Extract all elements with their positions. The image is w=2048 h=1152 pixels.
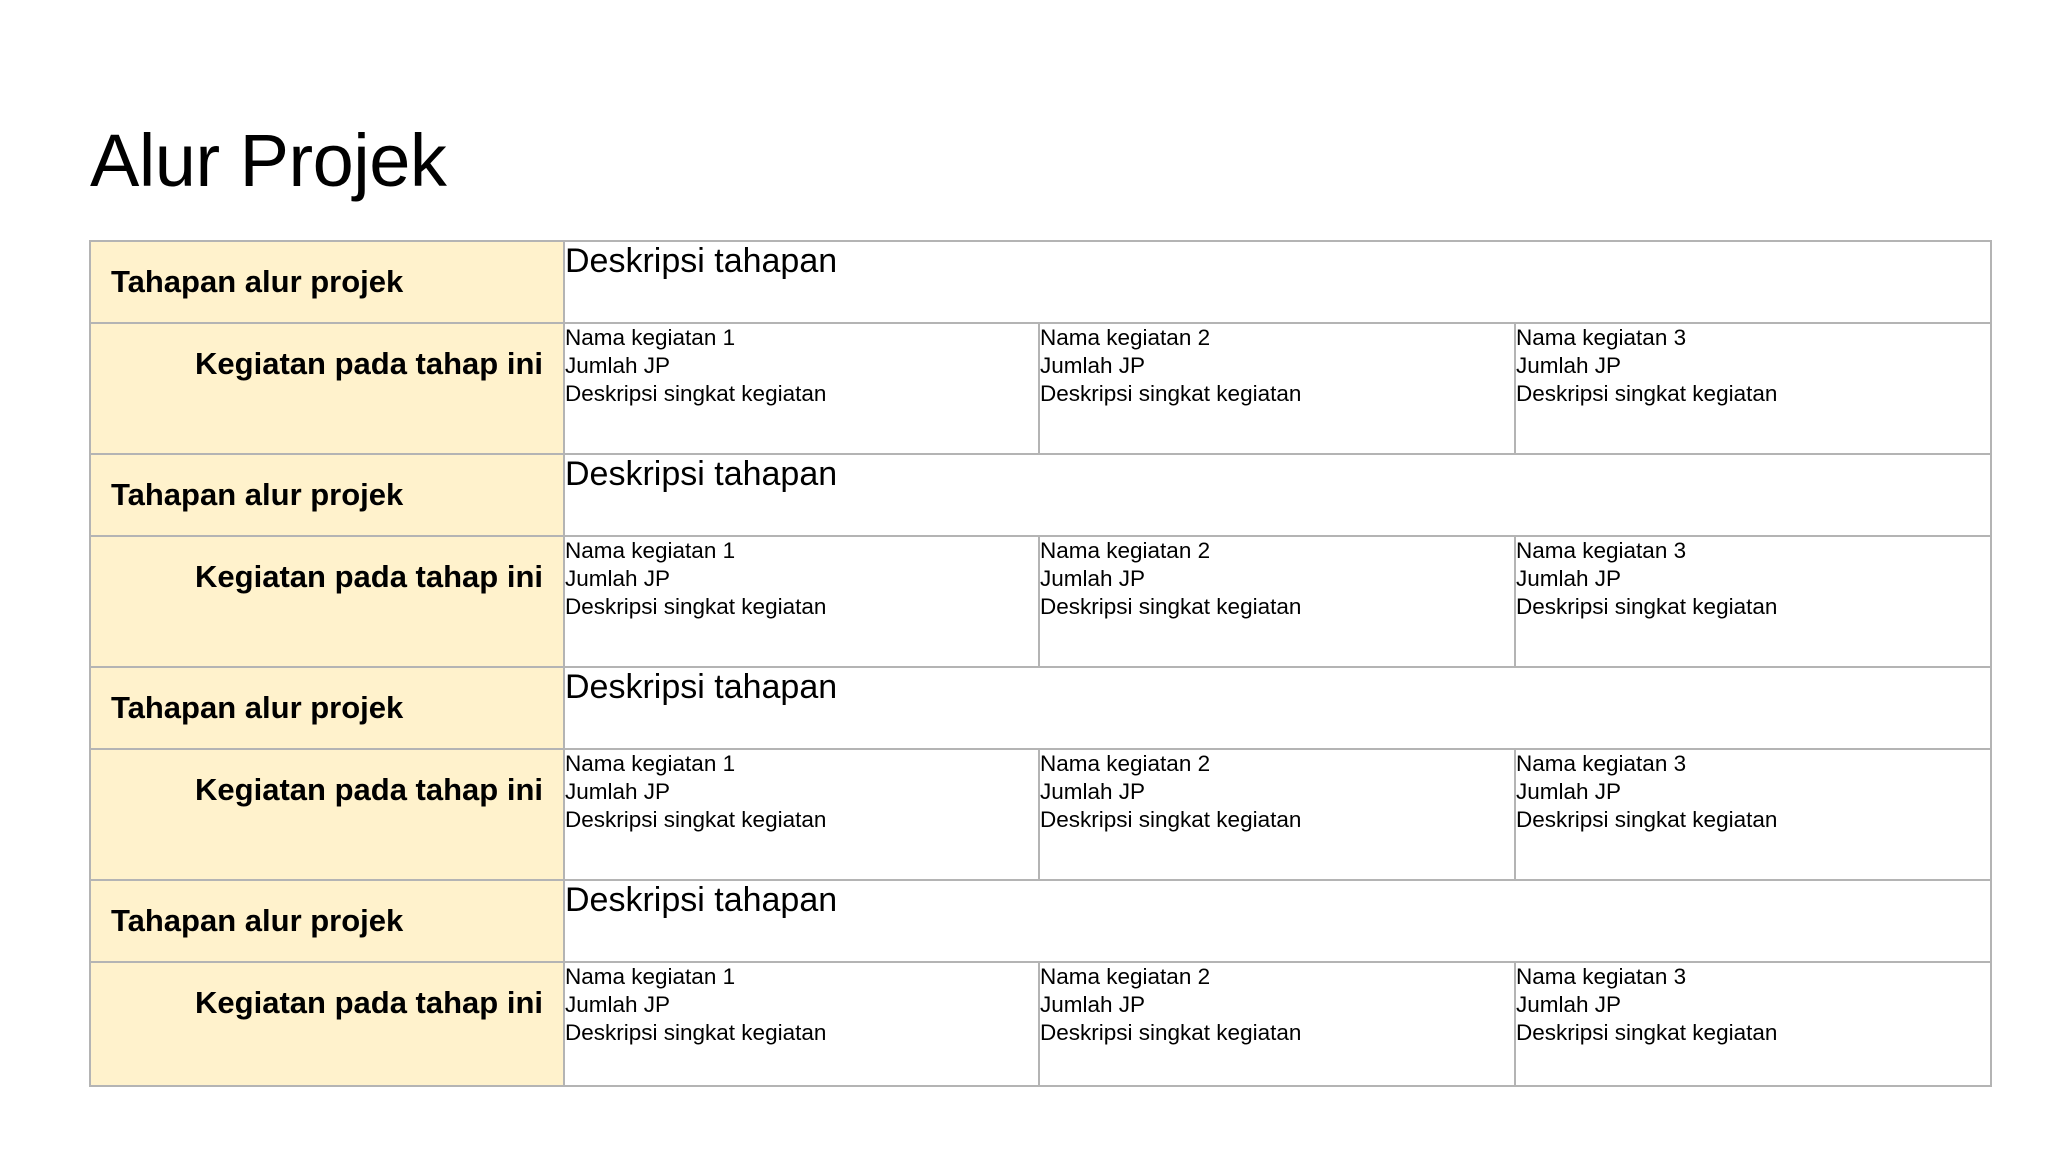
activity-hours: Jumlah JP (1516, 353, 1622, 378)
stage-description: Deskripsi tahapan (564, 880, 1991, 962)
activity-name: Nama kegiatan 3 (1516, 751, 1687, 776)
activity-name: Nama kegiatan 3 (1516, 325, 1687, 350)
stage-label-cell (90, 454, 564, 536)
activity-name: Nama kegiatan 1 (565, 538, 736, 563)
activity-hours: Jumlah JP (565, 566, 671, 591)
activity-hours: Jumlah JP (1516, 566, 1622, 591)
activity-cell (1039, 962, 1515, 1086)
stage-row (90, 241, 1991, 323)
activity-description: Deskripsi singkat kegiatan (1516, 1020, 1778, 1045)
page-title: Alur Projek (90, 119, 447, 202)
activity-name: Nama kegiatan 1 (565, 325, 736, 350)
activity-name: Nama kegiatan 2 (1040, 538, 1211, 563)
stage-row (90, 667, 1991, 749)
activity-cell (1515, 536, 1991, 667)
activity-hours: Jumlah JP (565, 353, 671, 378)
stage-label: Tahapan alur projek (111, 690, 404, 725)
activity-description: Deskripsi singkat kegiatan (1516, 594, 1778, 619)
activity-hours: Jumlah JP (1040, 779, 1146, 804)
stage-label: Tahapan alur projek (111, 903, 404, 938)
activity-cell (1515, 962, 1991, 1086)
activity-description: Deskripsi singkat kegiatan (1516, 381, 1778, 406)
stage-label-cell (90, 241, 564, 323)
activity-name: Nama kegiatan 2 (1040, 325, 1211, 350)
stage-description: Deskripsi tahapan (564, 454, 1991, 536)
activities-label-cell (90, 323, 564, 454)
activities-row (90, 323, 1991, 454)
activities-label: Kegiatan pada tahap ini (195, 559, 543, 594)
activity-hours: Jumlah JP (1040, 566, 1146, 591)
stage-label: Tahapan alur projek (111, 264, 404, 299)
activity-description: Deskripsi singkat kegiatan (565, 807, 827, 832)
activities-row (90, 536, 1991, 667)
activity-cell (564, 962, 1039, 1086)
stage-row (90, 880, 1991, 962)
activity-cell (564, 323, 1039, 454)
activity-name: Nama kegiatan 3 (1516, 538, 1687, 563)
stage-label-cell (90, 667, 564, 749)
activity-hours: Jumlah JP (1516, 992, 1622, 1017)
activity-name: Nama kegiatan 2 (1040, 751, 1211, 776)
activity-hours: Jumlah JP (565, 779, 671, 804)
activity-hours: Jumlah JP (565, 992, 671, 1017)
activity-description: Deskripsi singkat kegiatan (1040, 1020, 1302, 1045)
activity-cell (564, 536, 1039, 667)
stage-label-cell (90, 880, 564, 962)
stage-row (90, 454, 1991, 536)
activity-description: Deskripsi singkat kegiatan (565, 594, 827, 619)
activity-description: Deskripsi singkat kegiatan (1040, 381, 1302, 406)
activity-cell (1039, 323, 1515, 454)
activities-label-cell (90, 749, 564, 880)
activities-row (90, 749, 1991, 880)
stage-label: Tahapan alur projek (111, 477, 404, 512)
activity-name: Nama kegiatan 1 (565, 964, 736, 989)
activity-hours: Jumlah JP (1516, 779, 1622, 804)
activities-label-cell (90, 536, 564, 667)
activities-label-cell (90, 962, 564, 1086)
activity-hours: Jumlah JP (1040, 353, 1146, 378)
stage-description: Deskripsi tahapan (564, 241, 1991, 323)
activity-name: Nama kegiatan 1 (565, 751, 736, 776)
activity-hours: Jumlah JP (1040, 992, 1146, 1017)
activities-label: Kegiatan pada tahap ini (195, 346, 543, 381)
activity-cell (1039, 749, 1515, 880)
activities-label: Kegiatan pada tahap ini (195, 985, 543, 1020)
project-flow-table (89, 240, 1992, 1087)
activity-description: Deskripsi singkat kegiatan (565, 381, 827, 406)
stage-description: Deskripsi tahapan (564, 667, 1991, 749)
activity-cell (1039, 536, 1515, 667)
activities-label: Kegiatan pada tahap ini (195, 772, 543, 807)
activity-description: Deskripsi singkat kegiatan (1516, 807, 1778, 832)
activity-name: Nama kegiatan 3 (1516, 964, 1687, 989)
activities-row (90, 962, 1991, 1086)
activity-cell (1515, 749, 1991, 880)
activity-name: Nama kegiatan 2 (1040, 964, 1211, 989)
activity-cell (1515, 323, 1991, 454)
activity-cell (564, 749, 1039, 880)
activity-description: Deskripsi singkat kegiatan (1040, 594, 1302, 619)
activity-description: Deskripsi singkat kegiatan (565, 1020, 827, 1045)
activity-description: Deskripsi singkat kegiatan (1040, 807, 1302, 832)
